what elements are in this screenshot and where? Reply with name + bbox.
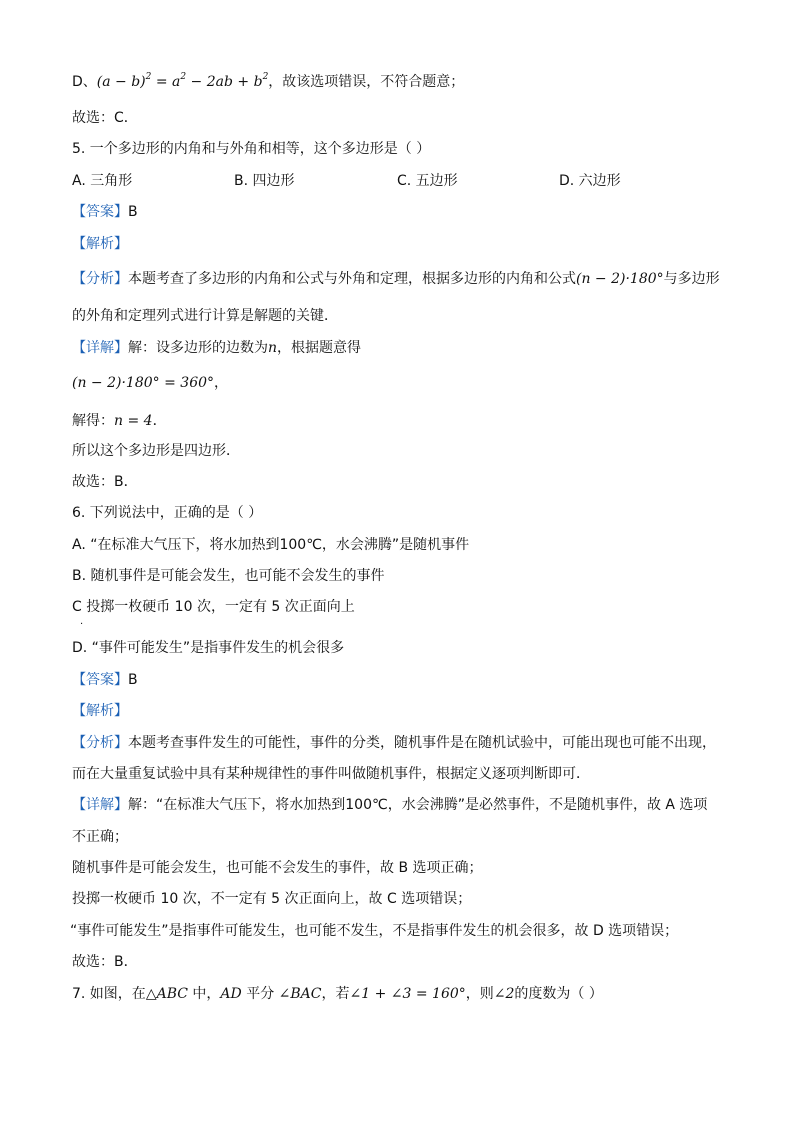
q5-option-a: A. 三角形 [72,173,133,189]
xiangjie-text-tail: ，根据题意得 [277,340,362,356]
fenxi-tag: 【分析】 [72,271,128,287]
q7-text-6: 的度数为（ ） [514,986,603,1002]
solve-5 [72,411,167,431]
q6-option-b: B. 随机事件是可能会发生，也可能不会发生的事件 [72,568,385,584]
choose-b-line-1: 故选：B． [72,474,138,490]
option-d-prefix: D、 [72,74,97,90]
question-7-stem [72,984,603,1004]
option-d-verdict: ，故该选项错误，不符合题意； [268,74,465,90]
fenxi-text: 本题考查事件发生的可能性，事件的分类，随机事件是在随机试验中，可能出现也可能不出现， [128,735,716,751]
question-6-stem: 6. 下列说法中，正确的是（ ） [72,505,263,521]
analysis-tag: 【解析】 [72,236,128,252]
option-d-previous-solution [72,72,464,92]
xiangjie-6-line-2: 不正确； [72,829,128,845]
q7-text-2: 中， [187,986,221,1002]
variable-n: n [268,340,278,356]
q5-option-c: C. 五边形 [397,173,458,189]
solution-n-equals-4: n = 4 [114,413,153,429]
fenxi-6-line-2: 而在大量重复试验中具有某种规律性的事件叫做随机事件，根据定义逐项判断即可． [72,766,590,782]
fenxi-tag: 【分析】 [72,735,128,751]
equation-angle-1-plus-3: ∠1 + ∠3 = 160° [349,986,466,1002]
xiangjie-tag: 【详解】 [72,340,128,356]
fenxi-6-line-1 [72,733,716,753]
xiangjie-6-line-3: 随机事件是可能会发生，也可能不会发生的事件，故 B 选项正确； [72,860,483,876]
fenxi-text-tail: 与多边形 [663,271,720,287]
equation-tail: ， [214,375,229,391]
question-5-stem: 5. 一个多边形的内角和与外角和相等，这个多边形是（ ） [72,141,431,157]
q5-option-b: B. 四边形 [234,173,295,189]
answer-tag: 【答案】 [72,204,128,220]
answer-tag: 【答案】 [72,672,128,688]
equation-5 [72,373,228,393]
xiangjie-text: 解：设多边形的边数为 [128,340,268,356]
choose-b-line-2: 故选：B． [72,954,138,970]
xiangjie-6-line-4: 投掷一枚硬币 10 次，不一定有 5 次正面向上，故 C 选项错误； [72,891,472,907]
xiangjie-6-line-5: “事件可能发生”是指事件可能发生，也可能不发生，不是指事件发生的机会很多，故 D 选项错误； [70,923,679,939]
triangle-abc: △ABC [145,986,188,1002]
xiangjie-tag: 【详解】 [72,797,128,813]
choose-c-line: 故选：C． [72,110,138,126]
analysis-6-heading [72,701,128,721]
answer-value: B [128,672,138,688]
solve-tail: ． [152,413,167,429]
fenxi-text: 本题考查了多边形的内角和公式与外角和定理，根据多边形的内角和公式 [128,271,576,287]
answer-value: B [128,204,138,220]
segment-ad: AD [220,986,242,1002]
answer-6 [72,670,138,690]
xiangjie-text: 解：“在标准大气压下，将水加热到100℃，水会沸腾”是必然事件，不是随机事件，故 A 选项 [128,797,708,813]
q7-text-3: 平分 [241,986,279,1002]
analysis-5-heading [72,234,128,254]
q6-option-c: C 投掷一枚硬币 10 次，一定有 5 次正面向上 [72,599,355,615]
formula-square-difference: $(a - b)^2 = a^2 - 2ab + b^2$ [96,72,269,90]
analysis-tag: 【解析】 [72,703,128,719]
q7-text-5: ，则 [465,986,494,1002]
fenxi-5-line-1 [72,269,720,289]
xiangjie-5-line-1 [72,338,361,358]
q6-option-a: A. “在标准大气压下，将水加热到100℃，水会沸腾”是随机事件 [72,537,470,553]
q6-option-d: D. “事件可能发生”是指事件发生的机会很多 [72,640,345,656]
angle-2: ∠2 [493,986,515,1002]
q5-option-d: D. 六边形 [559,173,621,189]
solve-label: 解得： [72,413,114,429]
fenxi-5-line-2: 的外角和定理列式进行计算是解题的关键． [72,308,338,324]
answer-5 [72,202,138,222]
xiangjie-6-line-1 [72,795,707,815]
formula-interior-angle-sum: (n − 2)·180° [576,271,664,287]
angle-bac: ∠BAC [278,986,322,1002]
stray-dot: · [80,619,84,630]
q7-text-4: ，若 [321,986,350,1002]
q7-text-1: 7. 如图，在 [72,986,146,1002]
conclusion-5: 所以这个多边形是四边形． [72,443,240,459]
equation-angle-sum: (n − 2)·180° = 360° [72,375,215,391]
